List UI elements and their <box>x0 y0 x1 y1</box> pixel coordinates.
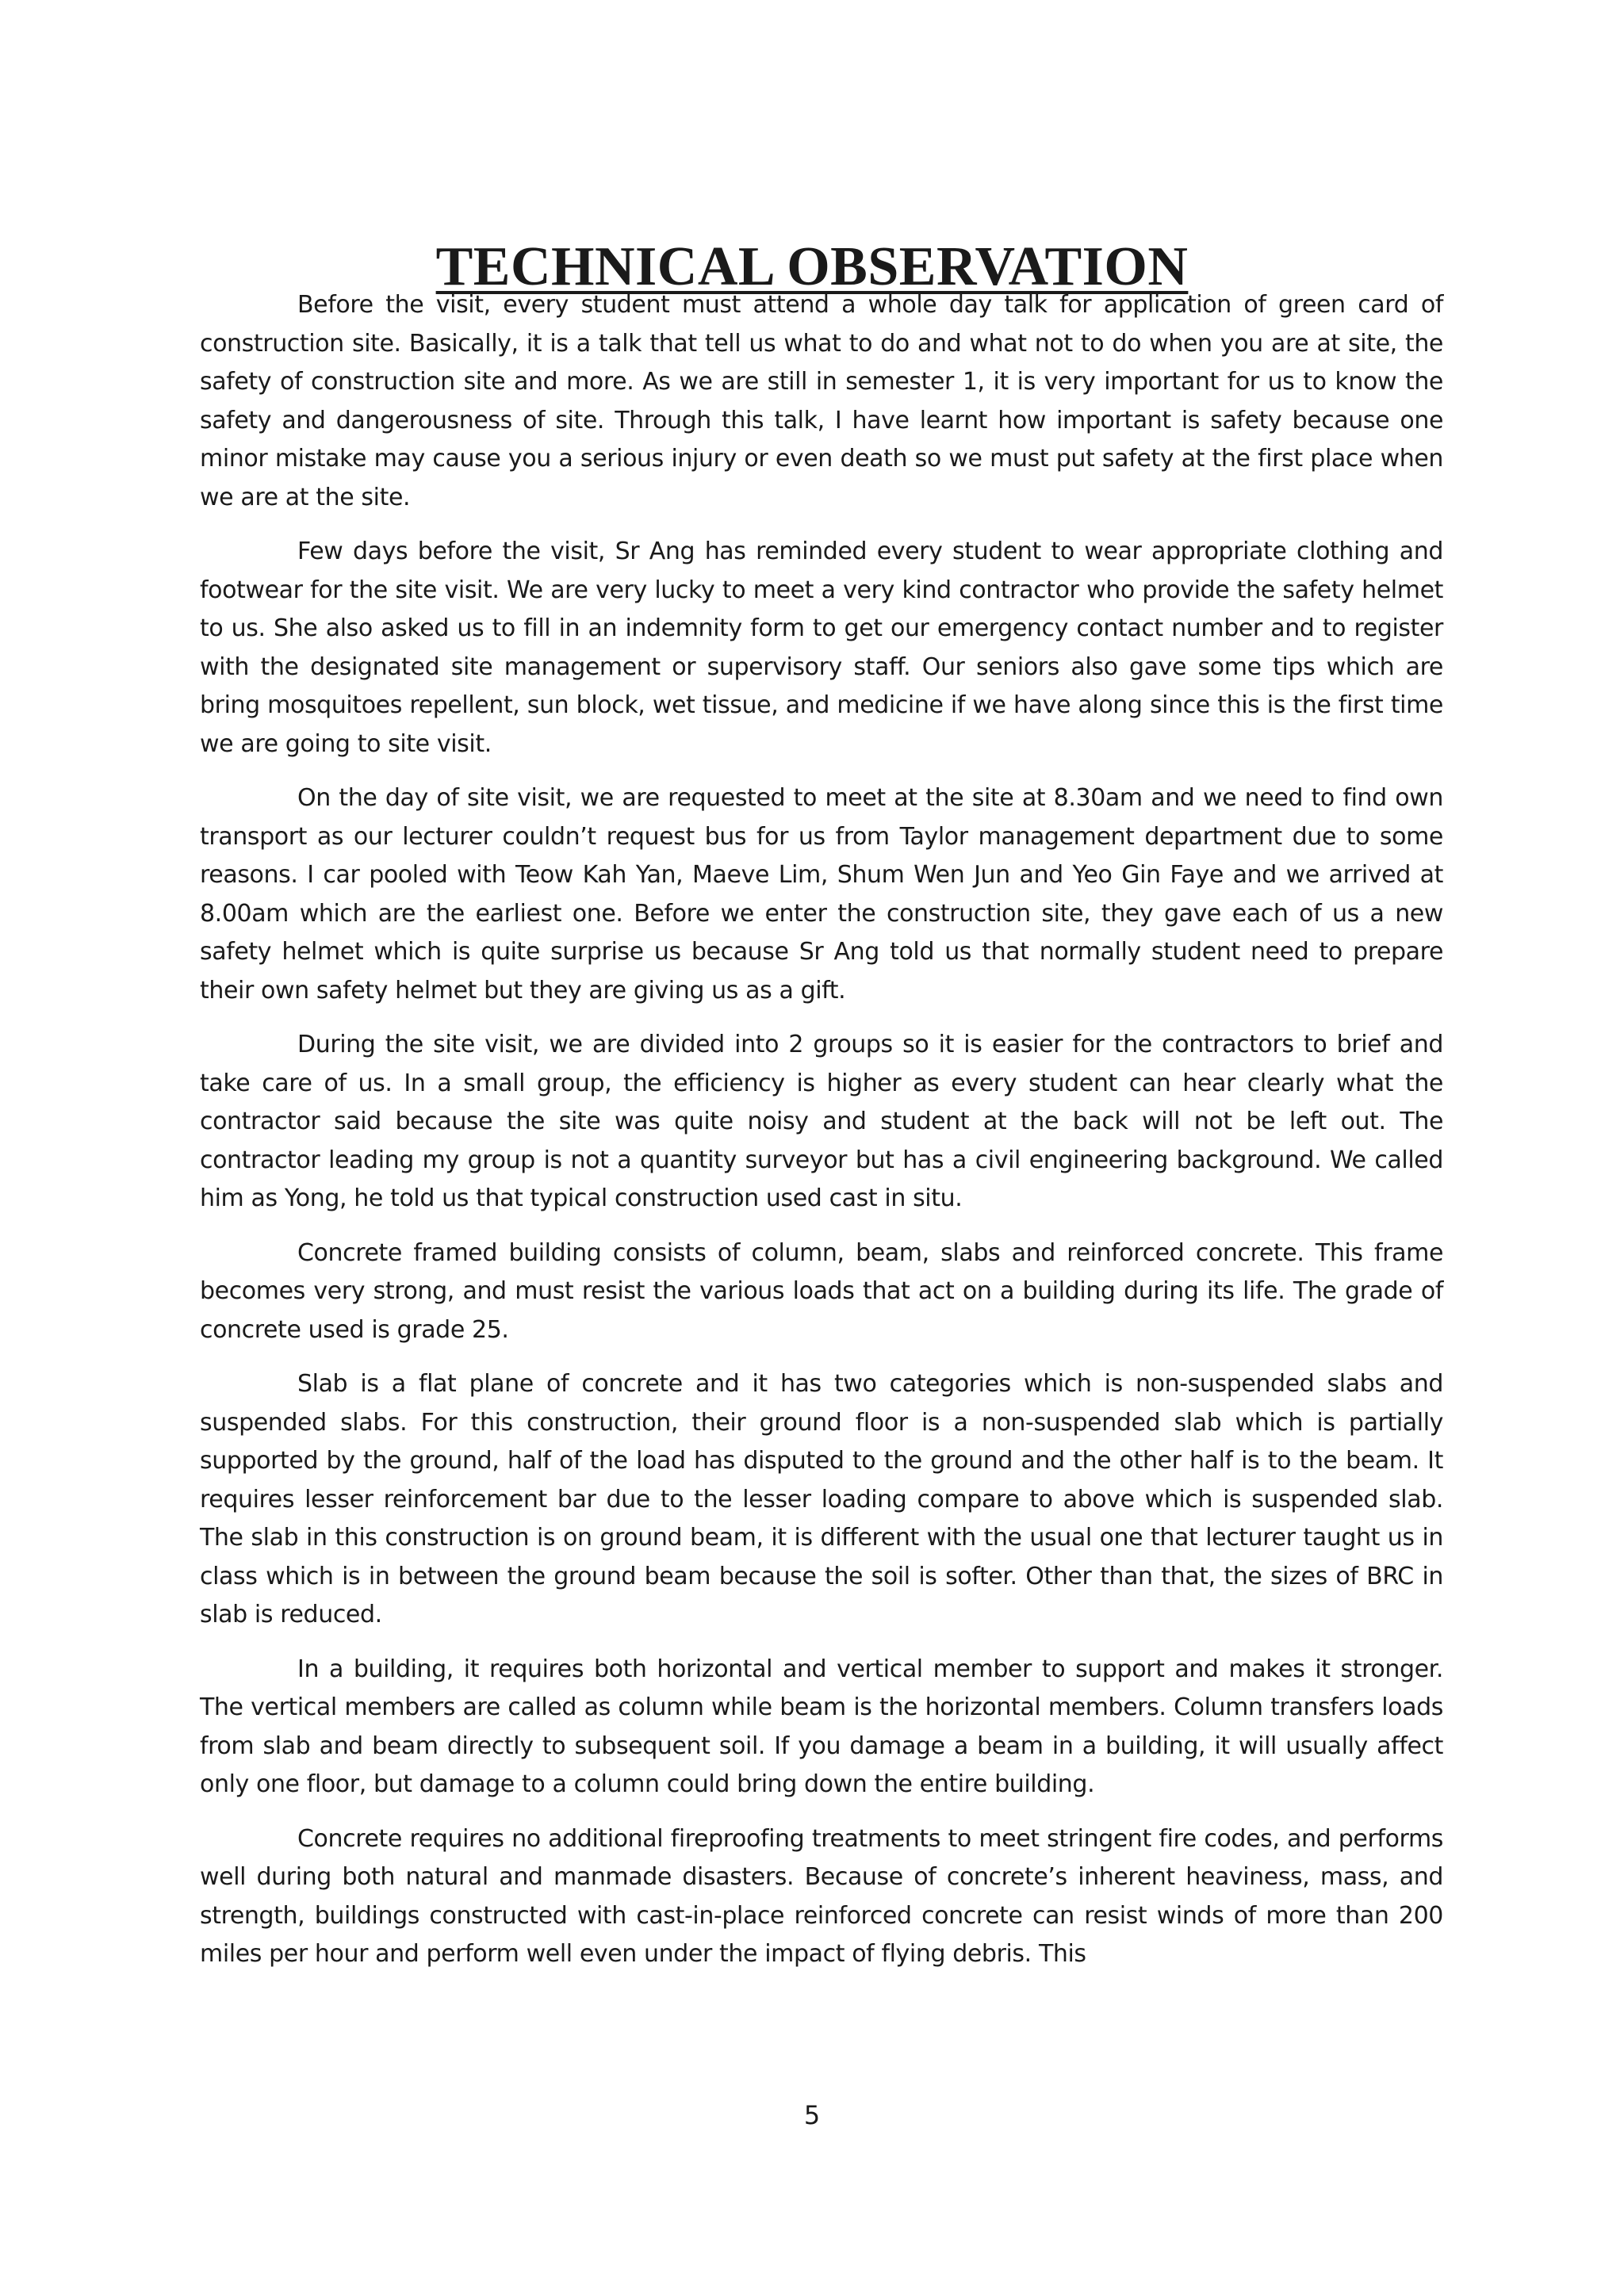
paragraph-preparation: Few days before the visit, Sr Ang has reminded every student to wear appropriate clothing and footwear for the site visit. We are very lucky to meet a very kind contractor who provide the safety helmet to us. She also asked us to fill in an indemnity form to get our emergency contact number and to register with the designated site management or supervisory staff. Our seniors also gave some tips which are bring mosquitoes repellent, sun block, wet tissue, and medicine if we have along since this is the first time we are going to site visit. <box>200 538 1443 758</box>
paragraph-visit-day: On the day of site visit, we are requested to meet at the site at 8.30am and we need to find own transport as our lecturer couldn’t request bus for us from Taylor management department due to some reasons. I car pooled with Teow Kah Yan, Maeve Lim, Shum Wen Jun and Yeo Gin Faye and we arrived at 8.00am which are the earliest one. Before we enter the construction site, they gave each of us a new safety helmet which is quite surprise us because Sr Ang told us that normally student need to prepare their own safety helmet but they are giving us as a gift. <box>200 784 1443 1004</box>
page-title-text: TECHNICAL OBSERVATION <box>435 235 1189 297</box>
page-number: 5 <box>803 2100 821 2130</box>
document-body <box>200 286 1443 1990</box>
paragraph-fireproofing: Concrete requires no additional fireproofing treatments to meet stringent fire codes, and performs well during both natural and manmade disasters. Because of concrete’s inherent heaviness, mass, and strength, buildings constructed with cast-in-place reinforced concrete can resist winds of more than 200 miles per hour and perform well even under the impact of flying debris. This <box>200 1824 1443 1968</box>
paragraph-concrete-frame: Concrete framed building consists of column, beam, slabs and reinforced concrete. This frame becomes very strong, and must resist the various loads that act on a building during its life. The grade of concrete used is grade 25. <box>200 1238 1443 1344</box>
paragraph-column-beam: In a building, it requires both horizontal and vertical member to support and makes it stronger. The vertical members are called as column while beam is the horizontal members. Column transfers loads from slab and beam directly to subsequent soil. If you damage a beam in a building, it will usually affect only one floor, but damage to a column could bring down the entire building. <box>200 1655 1443 1798</box>
paragraph-site-groups: During the site visit, we are divided into 2 groups so it is easier for the contractors to brief and take care of us. In a small group, the efficiency is higher as every student can hear clearly what the contractor said because the site was quite noisy and student at the back will not be left out. The contractor leading my group is not a quantity surveyor but has a civil engineering background. We called him as Yong, he told us that typical construction used cast in situ. <box>200 1031 1443 1212</box>
paragraph-slab: Slab is a flat plane of concrete and it has two categories which is non-suspended slabs and suspended slabs. For this construction, their ground floor is a non-suspended slab which is partially supported by the ground, half of the load has disputed to the ground and the other half is to the beam. It requires lesser reinforcement bar due to the lesser loading compare to above which is suspended slab. The slab in this construction is on ground beam, it is different with the usual one that lecturer taught us in class which is in between the ground beam because the soil is softer. Other than that, the sizes of BRC in slab is reduced. <box>200 1370 1443 1628</box>
paragraph-green-card-talk: Before the visit, every student must attend a whole day talk for application of green card of construction site. Basically, it is a talk that tell us what to do and what not to do when you are at site, the safety of construction site and more. As we are still in semester 1, it is very important for us to know the safety and dangerousness of site. Through this talk, I have learnt how important is safety because one minor mistake may cause you a serious injury or even death so we must put safety at the first place when we are at the site. <box>200 291 1443 511</box>
